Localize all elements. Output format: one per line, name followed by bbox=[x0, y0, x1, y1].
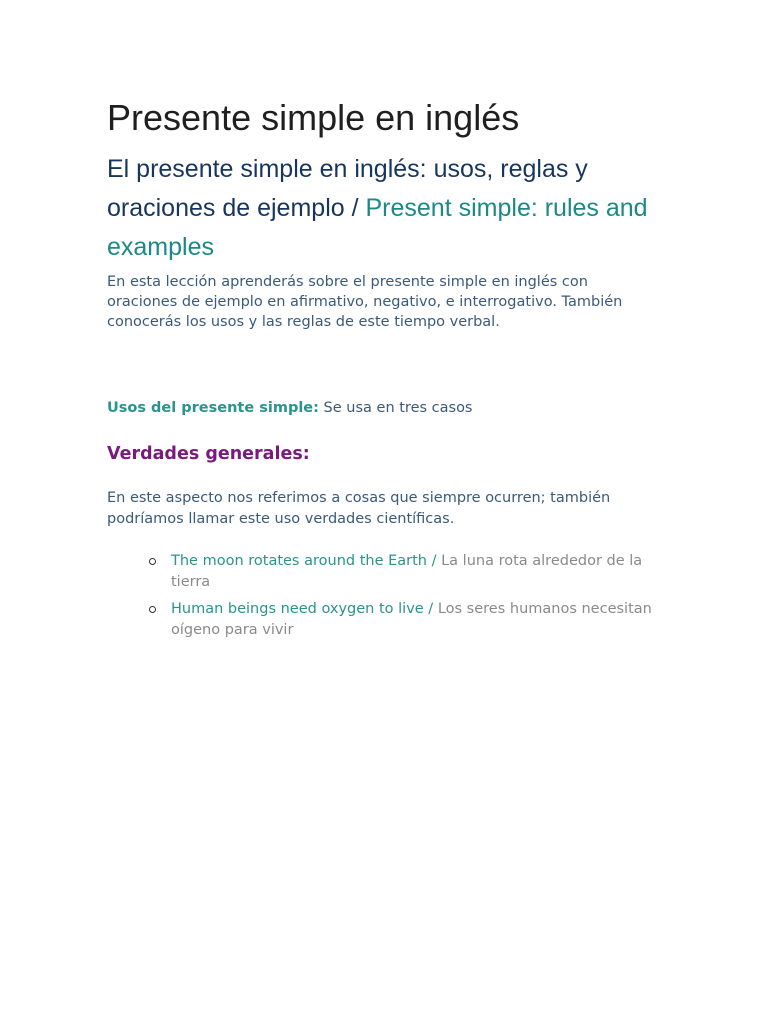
example-separator: / bbox=[426, 553, 442, 569]
section-body: En este aspecto nos referimos a cosas que siempre ocurren; también podríamos llamar este uso verdades científicas. bbox=[107, 490, 611, 527]
usos-text: Se usa en tres casos bbox=[318, 400, 473, 416]
example-english: Human beings need oxygen to live bbox=[171, 601, 424, 617]
subtitle bbox=[107, 150, 652, 267]
subtitle-spanish: El presente simple en inglés: usos, reglas y oraciones de ejemplo bbox=[107, 155, 588, 222]
example-list bbox=[149, 551, 659, 647]
page-title: Presente simple en inglés bbox=[107, 97, 520, 138]
hollow-circle-bullet-icon bbox=[149, 558, 156, 565]
usos-paragraph bbox=[107, 398, 473, 418]
usos-label: Usos del presente simple: bbox=[107, 400, 319, 416]
section-heading: Verdades generales: bbox=[107, 444, 310, 464]
example-english: The moon rotates around the Earth bbox=[171, 553, 427, 569]
list-item bbox=[149, 599, 659, 641]
intro-paragraph: En esta lección aprenderás sobre el presente simple en inglés con oraciones de ejemplo en afirmativo, negativo, e interrogativo. También conocerás los usos y las reglas de este tiempo verbal. bbox=[107, 274, 623, 330]
subtitle-english: Present simple: rules and examples bbox=[107, 194, 648, 261]
example-spanish: Los seres humanos necesitan oígeno para vivir bbox=[171, 601, 652, 638]
list-item bbox=[149, 551, 659, 593]
subtitle-separator: / bbox=[344, 194, 366, 222]
example-spanish: La luna rota alrededor de la tierra bbox=[171, 553, 643, 590]
hollow-circle-bullet-icon bbox=[149, 606, 156, 613]
example-separator: / bbox=[423, 601, 438, 617]
